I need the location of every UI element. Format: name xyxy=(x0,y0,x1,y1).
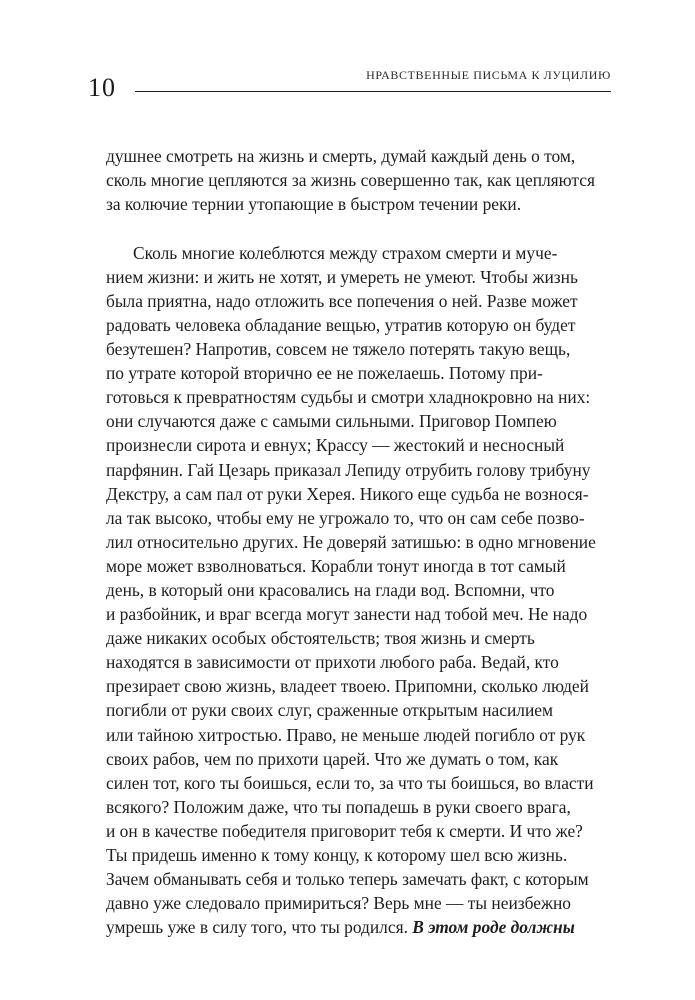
text-line: лил относительно других. Не доверяй затишью: в одно мгновение xyxy=(106,531,596,552)
page-number: 10 xyxy=(88,73,116,102)
text-line: нием жизни: и жить не хотят, и умереть не умеют. Чтобы жизнь xyxy=(106,266,578,287)
text-line: готовься к превратностям судьбы и смотри хладнокровно на них: xyxy=(106,387,591,408)
body-text xyxy=(106,144,616,939)
text-line: даже никаких особых обстоятельств; твоя жизнь и смерть xyxy=(106,628,535,649)
text-line: находятся в зависимости от прихоти любого раба. Ведай, кто xyxy=(106,652,559,673)
paragraph-gap xyxy=(106,216,616,240)
text-line: за колючие тернии утопающие в быстром течении реки. xyxy=(106,194,522,215)
text-line: Декстру, а сам пал от руки Херея. Никого еще судьба не вознося- xyxy=(106,483,589,504)
text-line: они случаются даже с самыми сильными. Приговор Помпею xyxy=(106,411,557,432)
text-line: безутешен? Напротив, совсем не тяжело потерять такую вещь, xyxy=(106,339,571,360)
text-line: и он в качестве победителя приговорит тебя к смерти. И что же? xyxy=(106,820,583,841)
text-line: презирает свою жизнь, владеет твоею. Припомни, сколько людей xyxy=(106,676,589,697)
text-line: по утрате которой вторично ее не пожелаешь. Потому при- xyxy=(106,363,543,384)
text-line: погибли от руки своих слуг, сраженные открытым насилием xyxy=(106,700,553,721)
text-line: давно уже следовало примириться? Верь мне — ты неизбежно xyxy=(106,893,571,914)
text-line: или тайною хитростью. Право, не меньше людей погибло от рук xyxy=(106,724,586,745)
text-line: была приятна, надо отложить все попечения о ней. Разве может xyxy=(106,290,578,311)
text-line-last xyxy=(106,915,616,939)
text-line: радовать человека обладание вещью, утратив которую он будет xyxy=(106,314,576,335)
text-line: своих рабов, чем по прихоти царей. Что же думать о том, как xyxy=(106,748,559,769)
running-head: НРАВСТВЕННЫЕ ПИСЬМА К ЛУЦИЛИЮ xyxy=(366,68,611,82)
last-line-text: умрешь уже в силу того, что ты родился. xyxy=(106,917,408,938)
text-line: Зачем обманывать себя и только теперь замечать факт, с которым xyxy=(106,869,589,890)
text-line: и разбойник, и враг всегда могут занести над тобой меч. Не надо xyxy=(106,604,588,625)
text-line: всякого? Положим даже, что ты попадешь в руки своего врага, xyxy=(106,796,571,817)
header-rule xyxy=(135,91,611,92)
text-line: Ты придешь именно к тому концу, к которому шел всю жизнь. xyxy=(106,845,568,866)
text-line: произнесли сирота и евнух; Крассу — жестокий и несносный xyxy=(106,435,565,456)
text-line: ла так высоко, чтобы ему не угрожало то, что он сам себе позво- xyxy=(106,507,585,528)
text-line: море может взволноваться. Корабли тонут иногда в тот самый xyxy=(106,555,566,576)
text-line: парфянин. Гай Цезарь приказал Лепиду отрубить голову трибуну xyxy=(106,459,591,480)
text-line: Сколь многие колеблются между страхом смерти и муче- xyxy=(133,242,558,263)
emphasized-phrase: В этом роде должны xyxy=(412,917,575,938)
text-line: силен тот, кого ты боишься, если то, за что ты боишься, во власти xyxy=(106,772,594,793)
text-line: день, в который они красовались на глади вод. Вспомни, что xyxy=(106,579,555,600)
text-line: душнее смотреть на жизнь и смерть, думай каждый день о том, xyxy=(106,146,576,166)
text-line: сколь многие цепляются за жизнь совершенно так, как цепляются xyxy=(106,170,595,191)
